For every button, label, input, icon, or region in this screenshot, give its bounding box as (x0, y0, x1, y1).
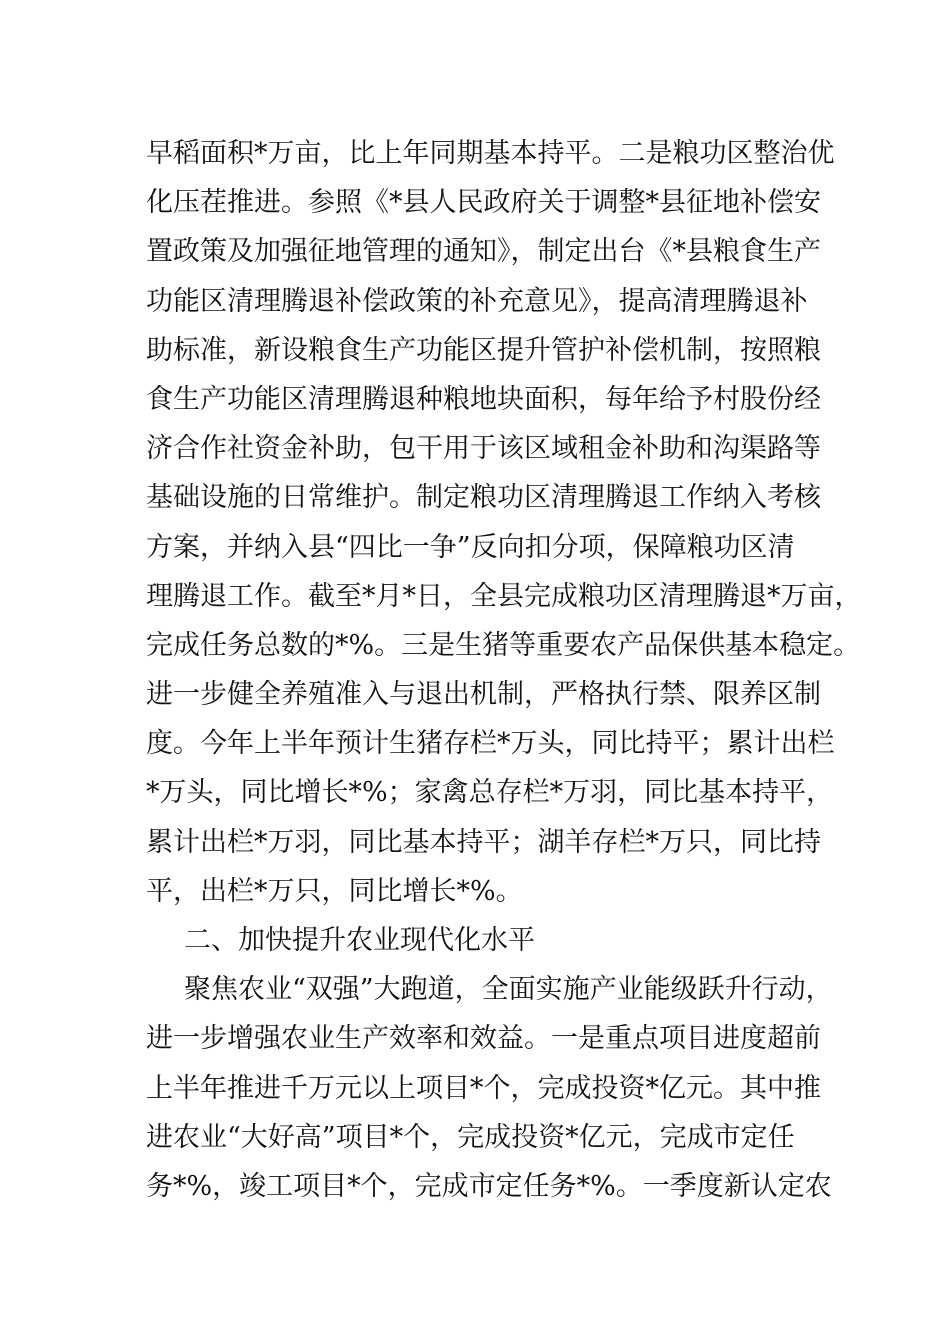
text-line: 上半年推进千万元以上项目*个，完成投资*亿元。其中推 (146, 1072, 821, 1104)
text-line: 进一步增强农业生产效率和效益。一是重点项目进度超前 (146, 1023, 821, 1055)
text-line: 进农业“大好高”项目*个，完成投资*亿元，完成市定任 (146, 1121, 795, 1153)
text-line: 度。今年上半年预计生猪存栏*万头，同比持平；累计出栏 (146, 728, 835, 760)
text-line: 置政策及加强征地管理的通知》，制定出台《*县粮食生产 (146, 236, 821, 268)
text-line: 平，出栏*万只，同比增长*%。 (146, 875, 523, 907)
text-line: 早稻面积*万亩，比上年同期基本持平。二是粮功区整治优 (146, 138, 835, 169)
text-line: 进一步健全养殖准入与退出机制，严格执行禁、限养区制 (146, 679, 821, 711)
text-line: 食生产功能区清理腾退种粮地块面积，每年给予村股份经 (146, 383, 821, 415)
text-line: 务*%，竣工项目*个，完成市定任务*%。一季度新认定农 (146, 1170, 832, 1202)
text-line: 理腾退工作。截至*月*日，全县完成粮功区清理腾退*万亩， (146, 580, 862, 612)
text-line: 完成任务总数的*%。三是生猪等重要农产品保供基本稳定。 (146, 629, 861, 661)
text-line: 聚焦农业“双强”大跑道，全面实施产业能级跃升行动， (184, 974, 833, 1006)
text-line: *万头，同比增长*%；家禽总存栏*万羽，同比基本持平， (146, 777, 834, 809)
text-line: 累计出栏*万羽，同比基本持平；湖羊存栏*万只，同比持 (146, 826, 821, 858)
text-line: 基础设施的日常维护。制定粮功区清理腾退工作纳入考核 (146, 482, 821, 514)
body-text (146, 129, 862, 1211)
text-line: 助标准，新设粮食生产功能区提升管护补偿机制，按照粮 (146, 334, 821, 366)
text-line: 化压茬推进。参照《*县人民政府关于调整*县征地补偿安 (146, 187, 821, 219)
text-line: 济合作社资金补助，包干用于该区域租金补助和沟渠路等 (146, 433, 821, 465)
text-line: 方案，并纳入县“四比一争”反向扣分项，保障粮功区清 (146, 531, 795, 563)
section-heading: 二、加快提升农业现代化水平 (184, 925, 535, 956)
text-line: 功能区清理腾退补偿政策的补充意见》，提高清理腾退补 (146, 285, 808, 317)
